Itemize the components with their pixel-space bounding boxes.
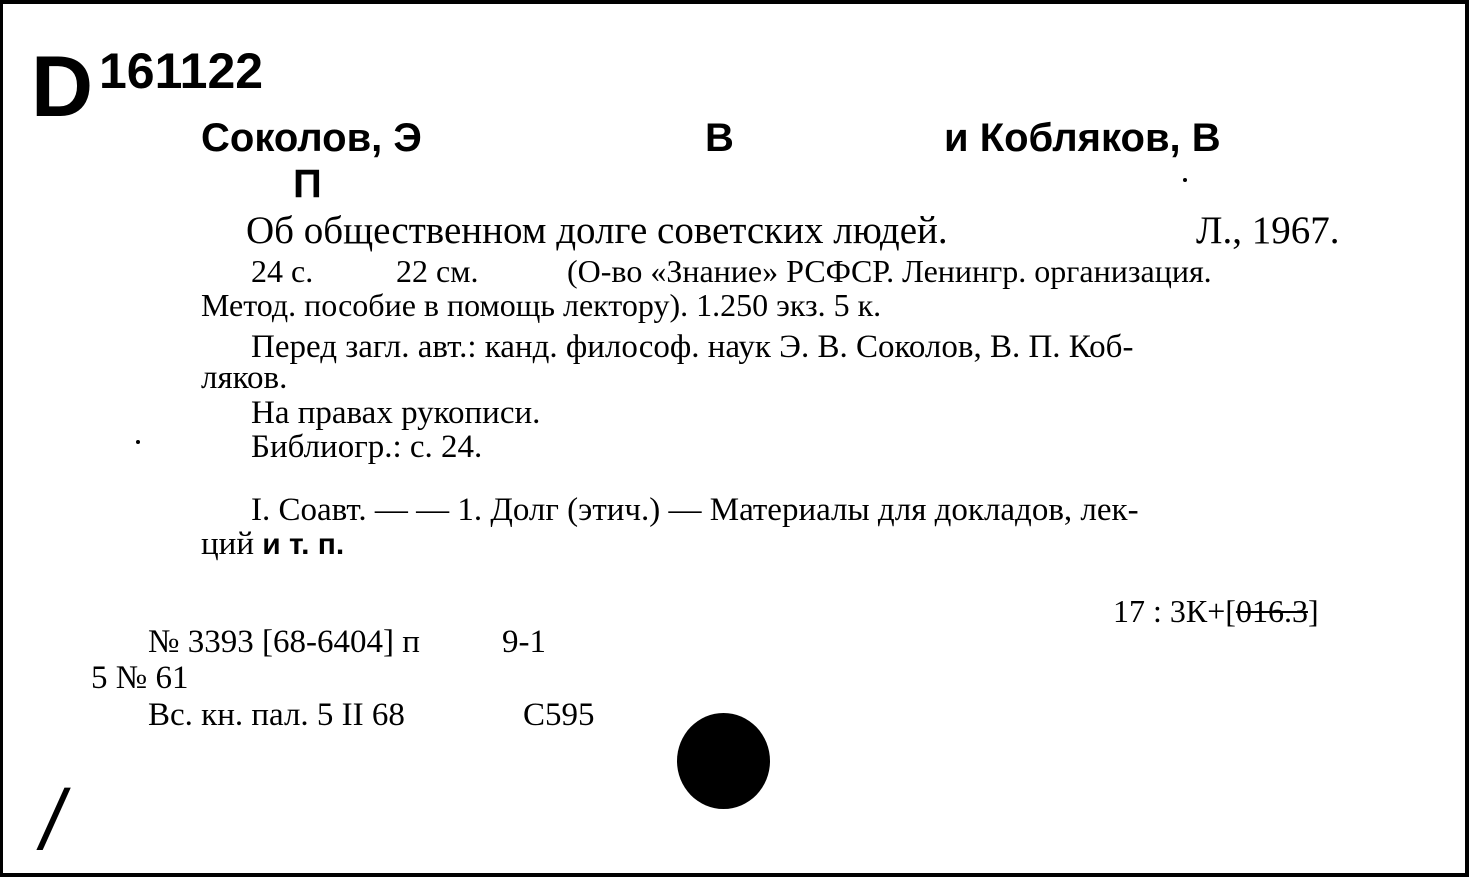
card-id-number: 161122: [99, 43, 264, 99]
classification-struck: 016.3: [1235, 593, 1308, 629]
series-line-1: (О-во «Знание» РСФСР. Ленингр. организация.: [567, 253, 1212, 289]
author-first: Соколов, Э: [201, 116, 422, 160]
book-title: Об общественном долге советских людей.: [246, 209, 948, 252]
classification-prefix: 17 : 3К+[: [1113, 593, 1236, 629]
chamber-info: Вс. кн. пал. 5 II 68: [148, 697, 405, 733]
note-authors-line-2: ляков.: [201, 360, 288, 396]
subjects-line-2: [201, 528, 344, 561]
author-first-initial: В: [705, 116, 734, 160]
registry-code: 9-1: [502, 624, 546, 660]
print-number: 5 № 61: [91, 660, 189, 696]
classification-suffix: ]: [1307, 593, 1319, 629]
imprint-place-year: Л., 1967.: [1196, 209, 1340, 252]
pages: 24 с.: [251, 253, 314, 289]
note-authors-line-1: Перед загл. авт.: канд. философ. наук Э. В. Соколов, В. П. Коб-: [251, 329, 1134, 365]
chamber-code: С595: [523, 697, 595, 733]
registry-number: № 3393 [68-6404] п: [148, 624, 420, 660]
subjects-line-2-text: ций: [201, 526, 263, 562]
author-second-initial: П: [293, 162, 322, 206]
ink-speck: [136, 440, 140, 444]
note-manuscript: На правах рукописи.: [251, 395, 541, 431]
punch-hole: [677, 713, 770, 809]
classification-index: [1113, 595, 1319, 627]
author-second: и Кобляков, В: [944, 116, 1221, 160]
series-line-2: Метод. пособие в помощь лектору). 1.250 экз. 5 к.: [201, 287, 882, 323]
handwritten-mark: /: [34, 772, 73, 861]
card-id-letter: D: [31, 39, 94, 135]
size: 22 см.: [396, 253, 479, 289]
note-bibliography: Библиогр.: с. 24.: [251, 429, 483, 465]
ink-speck: [1183, 178, 1187, 182]
subjects-line-1: I. Соавт. — — 1. Долг (этич.) — Материалы для докладов, лек-: [251, 492, 1139, 528]
subjects-line-2-bold: и т. п.: [262, 528, 345, 561]
